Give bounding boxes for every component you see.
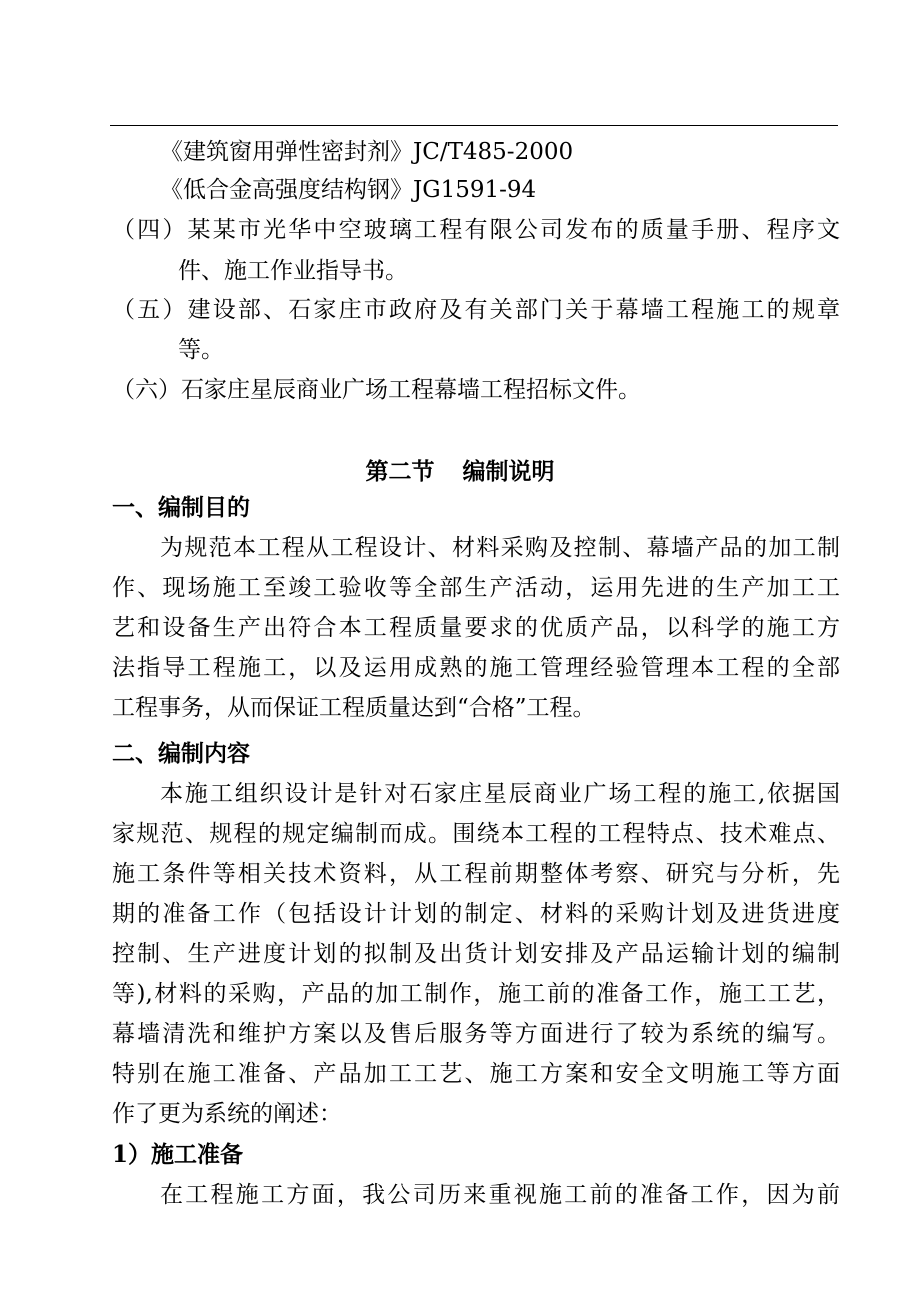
content-line-3: 施工条件等相关技术资料，从工程前期整体考察、研究与分析，先 bbox=[112, 861, 840, 887]
reference-item-4-line-1: （四）某某市光华中空玻璃工程有限公司发布的质量手册、程序文 bbox=[112, 217, 840, 243]
content-line-5: 控制、生产进度计划的拟制及出货计划安排及产品运输计划的编制 bbox=[112, 941, 840, 967]
purpose-line-5: 工程事务，从而保证工程质量达到“合格”工程。 bbox=[112, 695, 596, 721]
content-line-2: 家规范、规程的规定编制而成。围绕本工程的工程特点、技术难点、 bbox=[112, 821, 840, 847]
content-line-4: 期的准备工作（包括设计计划的制定、材料的采购计划及进货进度 bbox=[112, 901, 840, 927]
heading-construction-prep: 1）施工准备 bbox=[112, 1141, 244, 1168]
section-title bbox=[0, 455, 920, 489]
heading-content: 二、编制内容 bbox=[112, 740, 250, 767]
content-line-7: 幕墙清洗和维护方案以及售后服务等方面进行了较为系统的编写。 bbox=[112, 1021, 840, 1047]
purpose-line-2: 作、现场施工至竣工验收等全部生产活动，运用先进的生产加工工 bbox=[112, 575, 840, 601]
reference-item-5-line-2: 等。 bbox=[178, 337, 224, 363]
prep-line-1: 在工程施工方面，我公司历来重视施工前的准备工作，因为前 bbox=[160, 1182, 840, 1208]
purpose-line-3: 艺和设备生产出符合本工程质量要求的优质产品，以科学的施工方 bbox=[112, 615, 840, 641]
reference-item-5-line-1: （五）建设部、石家庄市政府及有关部门关于幕墙工程施工的规章 bbox=[112, 297, 840, 323]
content-line-8: 特别在施工准备、产品加工工艺、施工方案和安全文明施工等方面 bbox=[112, 1061, 840, 1087]
section-number: 第二节 bbox=[365, 458, 435, 485]
purpose-line-4: 法指导工程施工，以及运用成熟的施工管理经验管理本工程的全部 bbox=[112, 655, 840, 681]
content-line-1: 本施工组织设计是针对石家庄星辰商业广场工程的施工,依据国 bbox=[160, 781, 840, 807]
reference-standard-sealant: 《建筑窗用弹性密封剂》JC/T485-2000 bbox=[160, 139, 574, 165]
reference-item-4-line-2: 件、施工作业指导书。 bbox=[178, 258, 408, 284]
content-line-6: 等),材料的采购，产品的加工制作，施工前的准备工作，施工工艺， bbox=[112, 981, 840, 1007]
heading-purpose: 一、编制目的 bbox=[112, 494, 250, 521]
reference-standard-steel: 《低合金高强度结构钢》JG1591-94 bbox=[160, 177, 537, 203]
content-line-9: 作了更为系统的阐述： bbox=[112, 1101, 342, 1127]
reference-item-6: （六）石家庄星辰商业广场工程幕墙工程招标文件。 bbox=[112, 377, 641, 403]
purpose-line-1: 为规范本工程从工程设计、材料采购及控制、幕墙产品的加工制 bbox=[160, 535, 840, 561]
header-rule bbox=[110, 125, 838, 126]
section-name: 编制说明 bbox=[462, 458, 555, 485]
